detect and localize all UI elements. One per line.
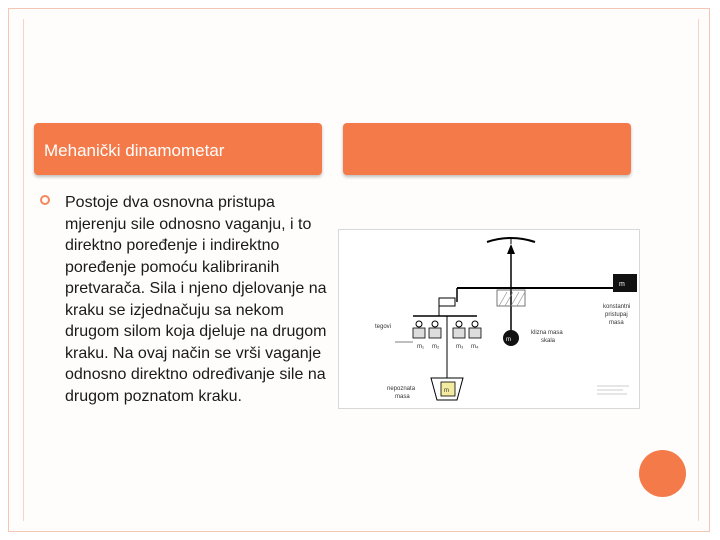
- lever-box: [439, 298, 455, 306]
- weight-m4: [469, 328, 481, 338]
- label-mk2: m: [506, 337, 511, 343]
- label-m4: m₄: [471, 344, 479, 350]
- label-nepoznata-1: nepoznata: [387, 386, 416, 392]
- weight-m1: [413, 328, 425, 338]
- label-konstantni-2: pristupaj: [605, 312, 628, 318]
- weight-m2: [429, 328, 441, 338]
- balance-diagram-svg: [339, 230, 639, 408]
- label-mx: m: [444, 388, 449, 394]
- label-mk: m: [619, 281, 625, 288]
- balance-diagram: [338, 229, 640, 409]
- label-klizna-1: klizna masa: [531, 330, 563, 336]
- label-klizna-2: skala: [541, 338, 556, 344]
- label-konstantni-1: konstantni: [603, 304, 631, 310]
- constant-mass-box: [613, 274, 637, 292]
- bullet-circle-icon: [40, 195, 50, 205]
- title-bar-right: [343, 123, 631, 175]
- label-m3: m₃: [456, 344, 464, 350]
- label-m1: m₁: [417, 344, 425, 350]
- body-text[interactable]: Postoje dva osnovna pristupa mjerenju sile odnosno vaganju, i to direktno poređenje i indirektno poređenje pomoću kalibriranih pretvarača. Sila i njeno djelovanje na kraku se izjednačuju sa nekom drugom silom koja djeluje na drugom kraku. Na ovaj način se vrši vaganje odnosno direktno određivanje sile na drugom poznatom kraku.: [65, 194, 327, 405]
- label-konstantni-3: masa: [609, 320, 624, 326]
- slide-title: Mehanički dinamometar: [44, 141, 225, 160]
- decorative-circle: [639, 450, 686, 497]
- label-tegovi: tegovi: [375, 324, 392, 330]
- weight-m3: [453, 328, 465, 338]
- label-nepoznata-2: masa: [395, 394, 410, 400]
- label-m2: m₂: [432, 344, 440, 350]
- pointer-arrow-icon: [507, 244, 515, 254]
- title-bar: [34, 123, 322, 175]
